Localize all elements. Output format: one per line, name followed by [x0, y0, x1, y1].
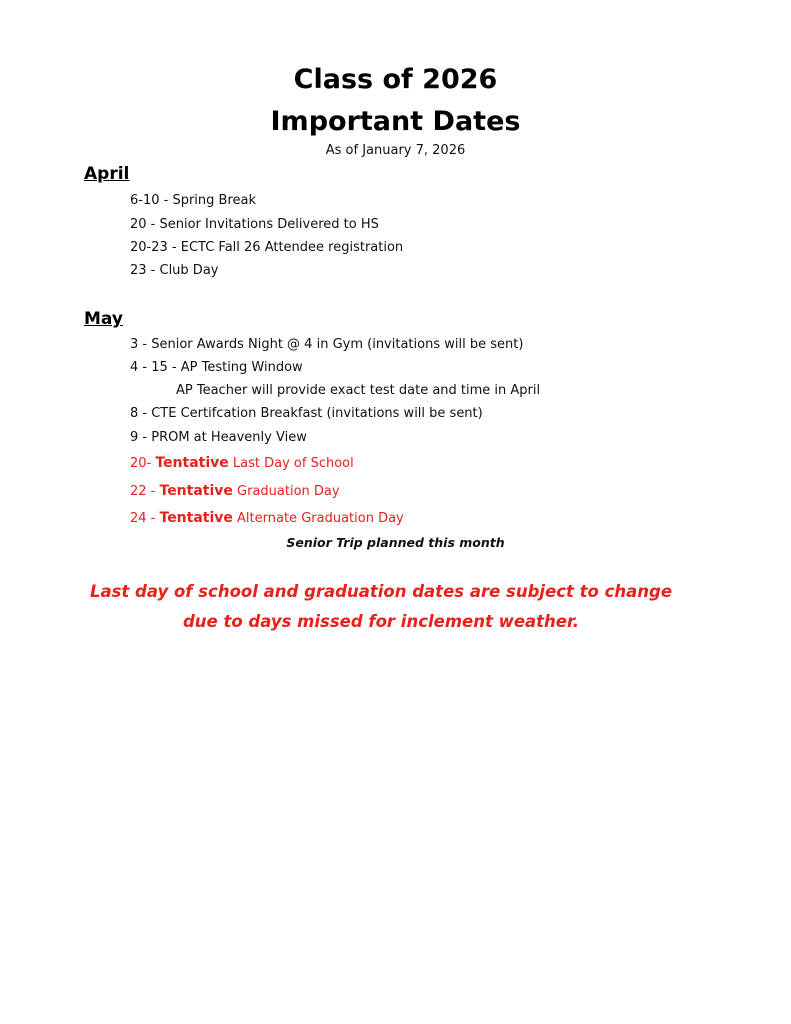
may-item-note: AP Teacher will provide exact test date and time in April [176, 383, 541, 398]
tentative-item-date: 24 - [130, 511, 160, 526]
tentative-item-text: Last Day of School [228, 456, 354, 471]
tentative-item-date: 22 - [130, 484, 160, 499]
tentative-item [130, 482, 340, 501]
tentative-label: Tentative [159, 483, 233, 499]
may-item: 8 - CTE Certifcation Breakfast (invitations will be sent) [130, 406, 483, 421]
tentative-item [130, 454, 354, 473]
tentative-item [130, 509, 404, 528]
april-item: 20-23 - ECTC Fall 26 Attendee registration [130, 240, 404, 255]
may-item: 9 - PROM at Heavenly View [130, 430, 307, 445]
april-item: 20 - Senior Invitations Delivered to HS [130, 217, 379, 232]
month-heading-may: May [84, 309, 123, 329]
tentative-item-text: Graduation Day [232, 484, 340, 499]
may-item: 3 - Senior Awards Night @ 4 in Gym (invitations will be sent) [130, 337, 524, 352]
notice-line1: Last day of school and graduation dates are subject to change [89, 582, 673, 601]
april-item: 6-10 - Spring Break [130, 193, 257, 208]
tentative-label: Tentative [159, 510, 233, 526]
senior-trip-note: Senior Trip planned this month [286, 535, 505, 550]
document-title-line2: Important Dates [270, 106, 521, 137]
may-item: 4 - 15 - AP Testing Window [130, 360, 303, 375]
document-title-line1: Class of 2026 [293, 64, 498, 95]
as-of-date: As of January 7, 2026 [325, 143, 466, 158]
tentative-item-text: Alternate Graduation Day [232, 511, 404, 526]
tentative-item-date: 20- [130, 456, 156, 471]
notice-line2: due to days missed for inclement weather. [182, 612, 580, 631]
april-item: 23 - Club Day [130, 263, 219, 278]
month-heading-april: April [84, 164, 130, 184]
tentative-label: Tentative [155, 455, 229, 471]
